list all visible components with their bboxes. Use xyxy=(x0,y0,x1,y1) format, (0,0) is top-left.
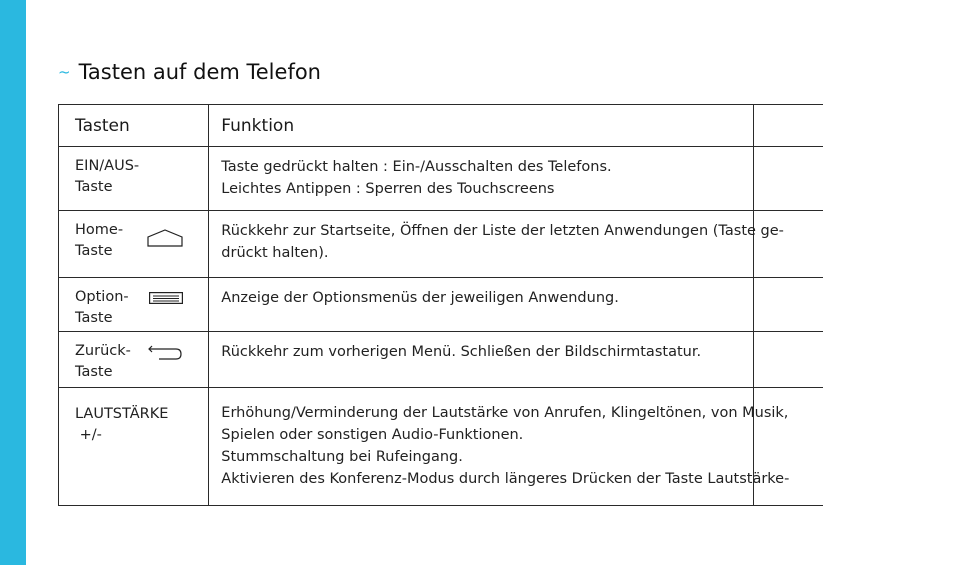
function-line: Aktivieren des Konferenz-Modus durch längeres Drücken der Taste Lautstärke- xyxy=(221,471,790,487)
table-row xyxy=(59,278,824,332)
key-cell xyxy=(59,332,209,388)
key-name: Option- Taste xyxy=(75,289,129,326)
header-keys: Tasten xyxy=(59,105,209,147)
key-name: Zurück- Taste xyxy=(75,343,131,380)
function-text xyxy=(221,156,821,200)
key-cell xyxy=(59,388,209,506)
function-line: Rückkehr zum vorherigen Menü. Schließen der Bildschirmtastatur. xyxy=(221,344,702,360)
keys-table-wrapper xyxy=(58,104,823,506)
key-cell xyxy=(59,211,209,278)
function-line: Erhöhung/Verminderung der Lautstärke von Anrufen, Klingeltönen, von Musik, xyxy=(221,405,789,421)
function-cell xyxy=(209,147,754,211)
heading-tilde: ~ xyxy=(58,63,71,81)
key-name: EIN/AUS- Taste xyxy=(75,158,140,195)
table-header-row xyxy=(59,105,824,147)
function-cell xyxy=(209,332,754,388)
function-cell xyxy=(209,211,784,278)
side-accent-bar xyxy=(0,0,26,565)
keys-table xyxy=(58,104,823,506)
function-text xyxy=(221,402,821,490)
function-text xyxy=(221,287,821,309)
header-empty xyxy=(754,105,823,147)
function-line: Leichtes Antippen : Sperren des Touchscreens xyxy=(221,181,555,197)
function-line: Taste gedrückt halten : Ein-/Ausschalten des Telefons. xyxy=(221,159,612,175)
function-line: drückt halten). xyxy=(221,245,329,261)
table-row xyxy=(59,332,824,388)
back-arrow-icon xyxy=(147,344,183,360)
section-heading xyxy=(58,56,321,88)
table-row xyxy=(59,147,824,211)
key-name: LAUTSTÄRKE +/- xyxy=(75,406,169,443)
function-text xyxy=(221,220,821,264)
function-cell xyxy=(209,278,754,332)
function-line: Anzeige der Optionsmenüs der jeweiligen Anwendung. xyxy=(221,290,619,306)
function-text xyxy=(221,341,821,363)
key-cell xyxy=(59,147,209,211)
menu-icon xyxy=(149,292,183,304)
header-function: Funktion xyxy=(209,105,754,147)
function-line: Stummschaltung bei Rufeingang. xyxy=(221,449,463,465)
key-cell xyxy=(59,278,209,332)
home-icon xyxy=(147,229,183,247)
function-cell xyxy=(209,388,790,506)
table-row xyxy=(59,388,824,506)
table-row xyxy=(59,211,824,278)
page-title: Tasten auf dem Telefon xyxy=(78,60,321,84)
function-line: Rückkehr zur Startseite, Öffnen der Liste der letzten Anwendungen (Taste ge- xyxy=(221,223,784,239)
key-name: Home- Taste xyxy=(75,222,124,259)
function-line: Spielen oder sonstigen Audio-Funktionen. xyxy=(221,427,524,443)
